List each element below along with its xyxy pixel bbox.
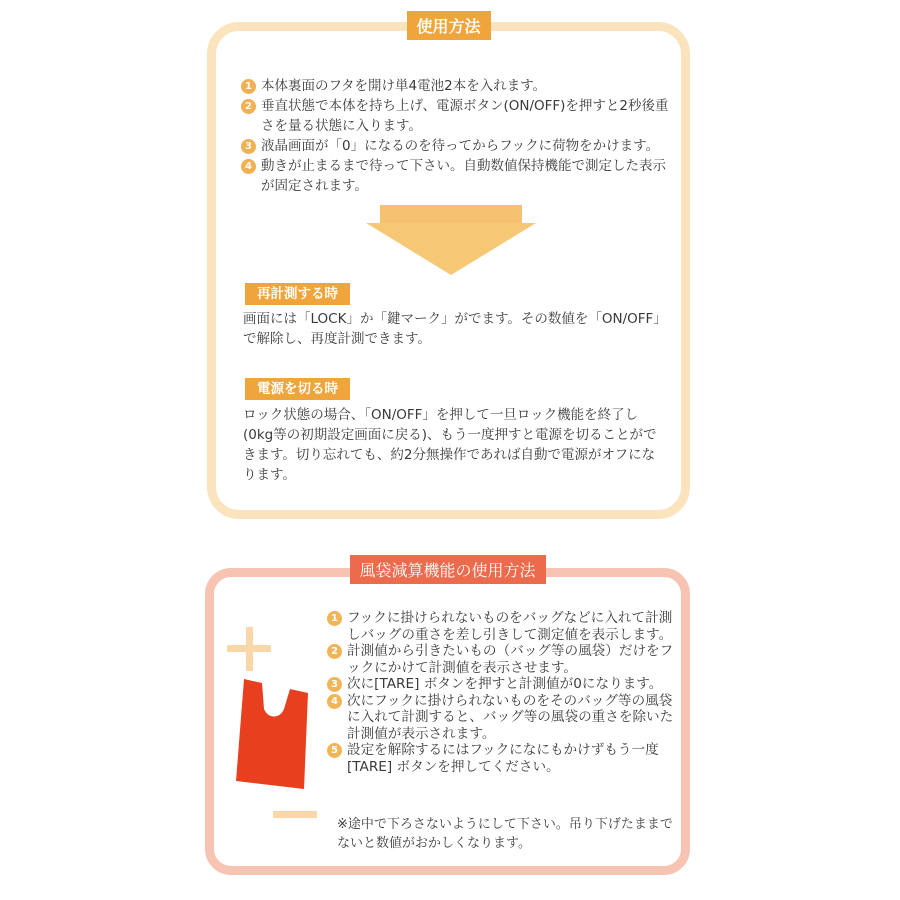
usage-step-text: 垂直状態で本体を持ち上げ、電源ボタン(ON/OFF)を押すと2秒後重さを量る状態に入ります。 xyxy=(261,98,669,134)
usage-step-text: 液晶画面が「0」になるのを待ってからフックに荷物をかけます。 xyxy=(261,138,660,154)
usage-step-text: 本体裏面のフタを開け単4電池2本を入れます。 xyxy=(261,78,547,94)
step-number-badge: 3 xyxy=(327,677,342,692)
tare-step-text: 次にフックに掛けられないものをそのバッグ等の風袋に入れて計測すると、バッグ等の風袋の重さを除いた計測値が表示されます。 xyxy=(347,692,674,742)
usage-step-1 xyxy=(241,76,671,96)
step-number-badge: 1 xyxy=(241,79,256,94)
tare-step-4 xyxy=(327,693,682,743)
tare-panel xyxy=(205,561,690,875)
usage-step-3 xyxy=(241,136,671,156)
usage-panel xyxy=(207,17,690,519)
tare-step-text: 計測値から引きたいもの（バッグ等の風袋）だけをフックにかけて計測値を表示させます。 xyxy=(347,643,674,676)
power-off-text: ロック状態の場合、「ON/OFF」を押して一旦ロック機能を終了し(0kg等の初期設定画面に戻る)、もう一度押すと電源を切ることができます。切り忘れても、約2分無操作であれば自動で電源がオフになります。 xyxy=(243,407,657,483)
step-number-badge: 1 xyxy=(327,611,342,626)
step-number-badge: 4 xyxy=(327,694,342,709)
step-number-badge: 4 xyxy=(241,159,256,174)
step-number-badge: 2 xyxy=(327,644,342,659)
step-number-badge: 3 xyxy=(241,139,256,154)
tare-steps-list xyxy=(327,610,682,775)
usage-title: 使用方法 xyxy=(406,11,490,40)
usage-step-4 xyxy=(241,156,671,196)
tare-step-5 xyxy=(327,742,682,775)
shopping-bag-icon xyxy=(234,677,314,797)
down-arrow-icon xyxy=(366,205,536,275)
tare-step-text: 設定を解除するにはフックになにもかけずもう一度[TARE] ボタンを押してください。 xyxy=(347,742,659,775)
step-number-badge: 2 xyxy=(241,99,256,114)
tare-step-3 xyxy=(327,676,682,693)
tare-note: ※途中で下ろさないようにして下さい。吊り下げたままで ないと数値がおかしくなります。 xyxy=(337,817,673,851)
tare-step-2 xyxy=(327,643,682,676)
usage-steps-list xyxy=(241,76,671,196)
usage-step-text: 動きが止まるまで待って下さい。自動数値保持機能で測定した表示が固定されます。 xyxy=(261,158,666,194)
tare-step-1 xyxy=(327,610,682,643)
step-number-badge: 5 xyxy=(327,743,342,758)
tare-step-text: 次に[TARE] ボタンを押すと計測値が0になります。 xyxy=(347,676,663,692)
remeasure-label: 再計測する時 xyxy=(245,283,350,305)
remeasure-text: 画面には「LOCK」か「鍵マーク」がでます。その数値を「ON/OFF」で解除し、再度計測できます。 xyxy=(243,311,661,347)
power-off-label: 電源を切る時 xyxy=(245,378,350,400)
tare-title: 風袋減算機能の使用方法 xyxy=(349,555,545,584)
minus-icon xyxy=(273,811,317,818)
usage-step-2 xyxy=(241,96,671,136)
tare-step-text: フックに掛けられないものをバッグなどに入れて計測しバッグの重さを差し引きして測定値を表示します。 xyxy=(347,610,673,643)
